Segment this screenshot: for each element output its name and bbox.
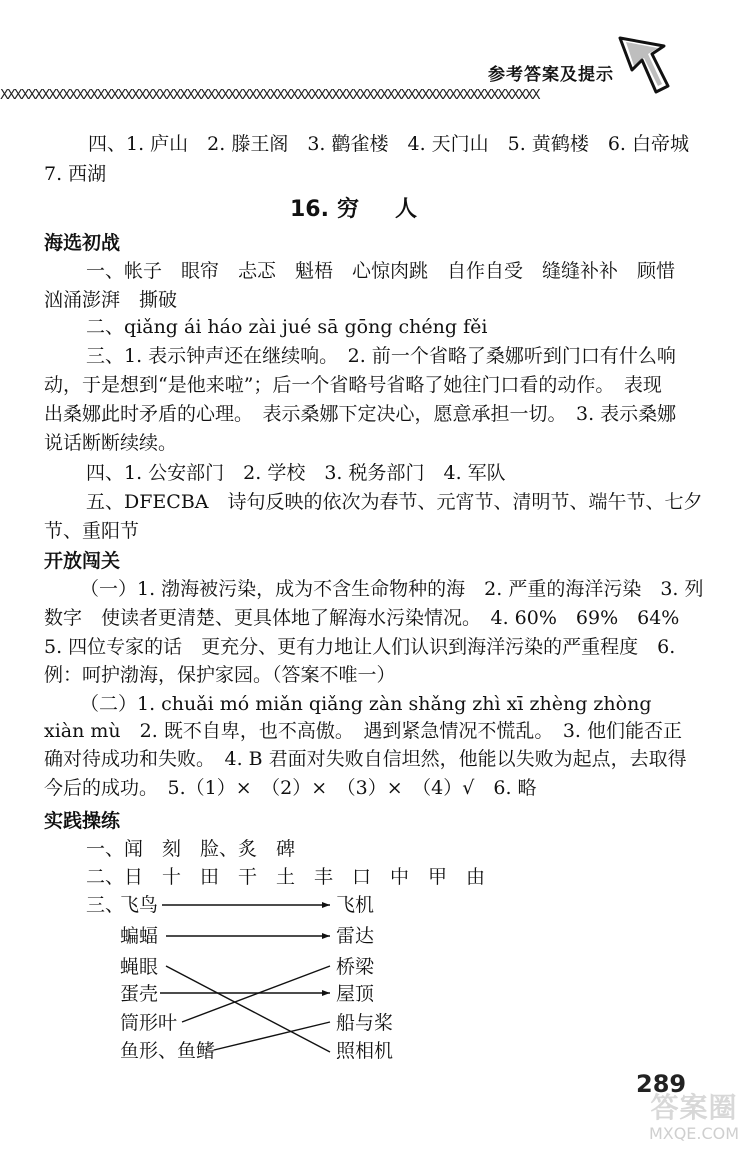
match-line-arrow xyxy=(322,990,330,996)
match-right-item: 桥梁 xyxy=(336,956,375,978)
section1-line: 动，于是想到“是他来啦”；后一个省略号省略了她往门口看的动作。 表现 xyxy=(44,374,662,396)
section-heading-2: 开放闯关 xyxy=(44,550,121,572)
match-left-item: 蛋壳 xyxy=(120,983,159,1005)
match-right-item: 照相机 xyxy=(336,1040,394,1062)
section2-line: 例：呵护渤海，保护家园。（答案不唯一） xyxy=(44,664,396,686)
match-left-item: 蝇眼 xyxy=(120,956,159,978)
match-left-item: 蝙蝠 xyxy=(120,925,159,947)
section2-line: 确对待成功和失败。 4. B 君面对失败自信坦然，他能以失败为起点，去取得 xyxy=(44,748,687,770)
lesson-title-char-2: 人 xyxy=(395,197,418,222)
match-item-label: 三、 xyxy=(86,894,125,916)
page-number: 289 xyxy=(636,1070,687,1098)
section1-line: 五、DFECBA 诗句反映的依次为春节、元宵节、清明节、端午节、七夕 xyxy=(86,491,703,513)
match-line-arrow xyxy=(322,933,330,939)
watermark-line-2: MXQE.COM xyxy=(648,1124,740,1143)
section-heading-1: 海选初战 xyxy=(44,232,121,254)
lesson-title-char-1: 穷 xyxy=(336,197,359,222)
section2-line: （一）1. 渤海被污染，成为不含生命物种的海 2. 严重的海洋污染 3. 列 xyxy=(80,578,704,600)
match-right-item: 屋顶 xyxy=(336,983,375,1005)
match-line xyxy=(166,966,330,1052)
lesson-number: 16. xyxy=(290,197,329,222)
section-heading-3: 实践操练 xyxy=(44,810,121,832)
section1-line: 一、帐子 眼帘 忐忑 魁梧 心惊肉跳 自作自受 缝缝补补 顾惜 xyxy=(86,260,676,282)
section3-line-1: 一、闻 刻 脸、炙 碑 xyxy=(86,838,296,860)
watermark xyxy=(640,1091,748,1147)
prev-answer-line-2: 7. 西湖 xyxy=(44,163,107,185)
section1-line: 说话断断续续。 xyxy=(44,432,178,454)
match-right-item: 雷达 xyxy=(336,925,375,947)
watermark-line-1: 答案圈 xyxy=(650,1091,738,1124)
match-left-item: 飞鸟 xyxy=(120,894,159,916)
section2-line: 数字 使读者更清楚、更具体地了解海水污染情况。 4. 60% 69% 64% xyxy=(44,607,680,629)
match-line xyxy=(214,1022,330,1050)
section2-line: （二）1. chuǎi mó miǎn qiǎng zàn shǎng zhì xī zhèng zhòng xyxy=(80,693,652,715)
section2-line: xiàn mù 2. 既不自卑，也不高傲。 遇到紧急情况不慌乱。 3. 他们能否正 xyxy=(44,720,682,742)
match-left-item: 筒形叶 xyxy=(120,1012,178,1034)
section1-line: 四、1. 公安部门 2. 学校 3. 税务部门 4. 军队 xyxy=(86,462,506,484)
section1-line: 汹涌澎湃 撕破 xyxy=(44,289,178,311)
section1-line: 二、qiǎng ái háo zài jué sā gōng chéng fěi xyxy=(86,316,488,338)
section1-line: 节、重阳节 xyxy=(44,520,140,542)
match-right-item: 船与桨 xyxy=(336,1012,394,1034)
match-line-arrow xyxy=(322,902,330,908)
section3-line-2: 二、日 十 田 干 土 丰 口 中 甲 由 xyxy=(86,866,486,888)
prev-answer-line-1: 四、1. 庐山 2. 滕王阁 3. 鹳雀楼 4. 天门山 5. 黄鹤楼 6. 白帝城 xyxy=(88,133,690,155)
match-right-item: 飞机 xyxy=(336,894,375,916)
section2-line: 5. 四位专家的话 更充分、更有力地让人们认识到海洋污染的严重程度 6. xyxy=(44,636,676,658)
match-left-item: 鱼形、鱼鳍 xyxy=(120,1040,216,1062)
header-divider: XXXXXXXXXXXXXXXXXXXXXXXXXXXXXXXXXXXXXXXXXXXXXXXXXXXXXXXXXXXXXXXXXXXXXXXXXXXXXX xyxy=(0,89,539,103)
section2-line: 今后的成功。 5.（1）× （2）× （3）× （4）√ 6. 略 xyxy=(44,777,537,799)
header-title: 参考答案及提示 xyxy=(488,65,614,85)
section1-line: 出桑娜此时矛盾的心理。 表示桑娜下定决心，愿意承担一切。 3. 表示桑娜 xyxy=(44,403,677,425)
section1-line: 三、1. 表示钟声还在继续响。 2. 前一个省略了桑娜听到门口有什么响 xyxy=(86,345,676,367)
